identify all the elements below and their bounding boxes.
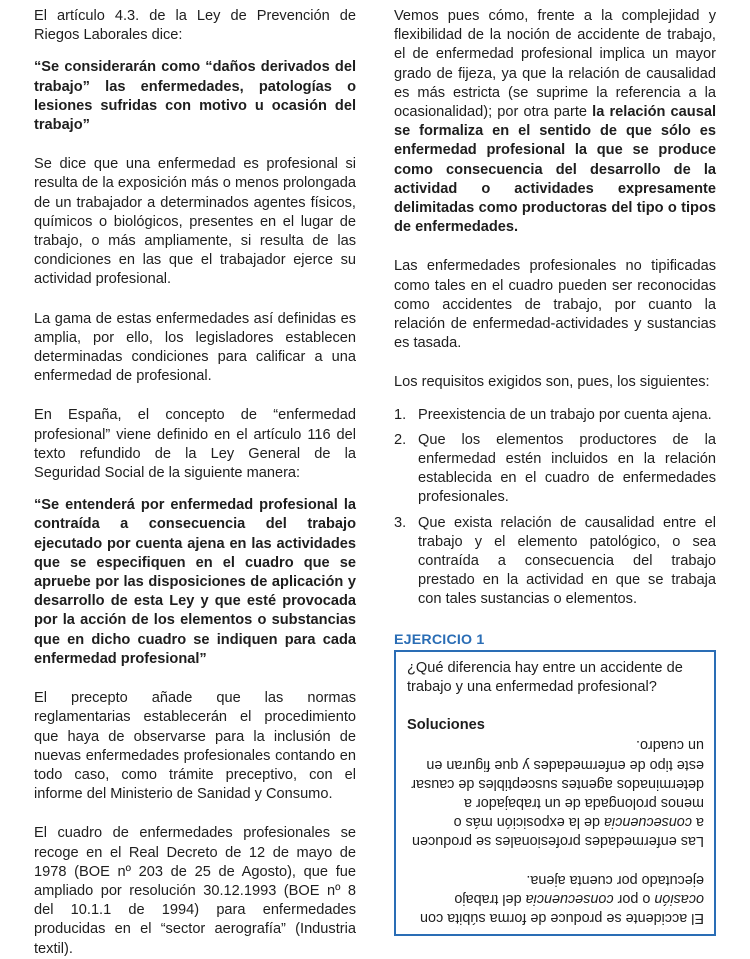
- exercise-box: [394, 650, 716, 936]
- table-paragraph: El cuadro de enfermedades profesionales se recoge en el Real Decreto de 12 de mayo de 1978 (BOE nº 203 de 25 de Agosto), que fue ampliado por resolución 30.12.1993 (BOE nº 8 del 10.1.1 de 1994) para enfermedades producidas en el “sector aerografía” (Industria textil).: [34, 825, 356, 957]
- requirements-list: [394, 406, 716, 610]
- right-column: [394, 0, 716, 648]
- requirements-intro: Los requisitos exigidos son, pues, los siguientes:: [394, 374, 710, 391]
- complexity-paragraph: [394, 7, 716, 237]
- list-item: 2. Que los elementos productores de la enfermedad estén incluidos en la relación establecida en el cuadro de enfermedades profesionales.: [394, 431, 716, 506]
- spain-paragraph: En España, el concepto de “enfermedad profesional” viene definido en el artículo 116 del texto refundido de la Ley General de la Seguridad Social de la siguiente manera:: [34, 407, 356, 482]
- complexity-bold-text: la relación causal se formaliza en el sentido de que sólo es enfermedad profesional la que se produce como consecuencia del desarrollo de la actividad o actividades expresamente delimitadas como productoras del tipo o tipos de enfermedades.: [394, 104, 716, 236]
- untyped-paragraph: Las enfermedades profesionales no tipificadas como tales en el cuadro pueden ser reconocidas como accidentes de trabajo, por cuanto la relación de enfermedad-actividades y sustancias es tasada.: [394, 258, 716, 352]
- solution-accident: El accidente se produce de forma súbita con ocasión o por consecuencia del trabajo ejecutado por cuenta ajena.: [420, 871, 704, 926]
- list-item: 1. Preexistencia de un trabajo por cuenta ajena.: [394, 406, 712, 423]
- left-column: [34, 0, 356, 959]
- range-paragraph: La gama de estas enfermedades así definidas es amplia, por ello, los legisladores establecen determinadas condiciones para calificar a una enfermedad de profesional.: [34, 310, 356, 385]
- complexity-text: Vemos pues cómo, frente a la complejidad y flexibilidad de la noción de accidente de trabajo, el de enfermedad profesional implica un mayor grado de fijeza, ya que la relación de causalidad es más estricta (se suprime la referencia a la ocasionalidad); por otra parte: [394, 8, 716, 121]
- solutions-label: Soluciones: [407, 717, 485, 734]
- exercise-question: ¿Qué diferencia hay entre un accidente de trabajo y una enfermedad profesional?: [407, 660, 683, 696]
- law-quote-prevention: “Se considerarán como “daños derivados del trabajo” las enfermedades, patologías o lesiones sufridas con motivo u ocasión del trabajo”: [34, 59, 356, 134]
- list-item: 3. Que exista relación de causalidad entre el trabajo y el elemento patológico, o sea contraída a consecuencia del trabajo prestado en la actividad en que se trabaja con tales sustancias o elementos.: [394, 514, 716, 608]
- upside-down-solutions: [407, 735, 704, 927]
- exercise-title: EJERCICIO 1: [394, 631, 485, 648]
- solution-disease: Las enfermedades profesionales se producen a consecuencia de la exposición más o menos prolongada de un trabajador a determinados agentes susceptibles de causar este tipo de enfermedades y que figuran en un cuadro.: [411, 737, 704, 850]
- law-quote-social-security: “Se entenderá por enfermedad profesional la contraída a consecuencia del trabajo ejecutado por cuenta ajena en las actividades que se especifiquen en el cuadro que se apruebe por las disposiciones de aplicación y desarrollo de esta Ley y que esté provocada por la acción de los elementos o substancias que en dicho cuadro se indiquen para cada enfermedad profesional”: [34, 497, 356, 667]
- intro-paragraph: El artículo 4.3. de la Ley de Prevención de Riegos Laborales dice:: [34, 8, 356, 44]
- precept-paragraph: El precepto añade que las normas reglamentarias establecerán el procedimiento que haya de observarse para la inclusión de nuevas enfermedades profesionales contando en todo caso, como trámite preceptivo, con el informe del Ministerio de Sanidad y Consumo.: [34, 690, 356, 803]
- definition-paragraph: Se dice que una enfermedad es profesional si resulta de la exposición más o menos prolongada de un trabajador a determinados agentes físicos, químicos o biológicos, presentes en el lugar de trabajo, o más ampliamente, si resulta de las condiciones en las que el trabajador ejerce su actividad profesional.: [34, 156, 356, 288]
